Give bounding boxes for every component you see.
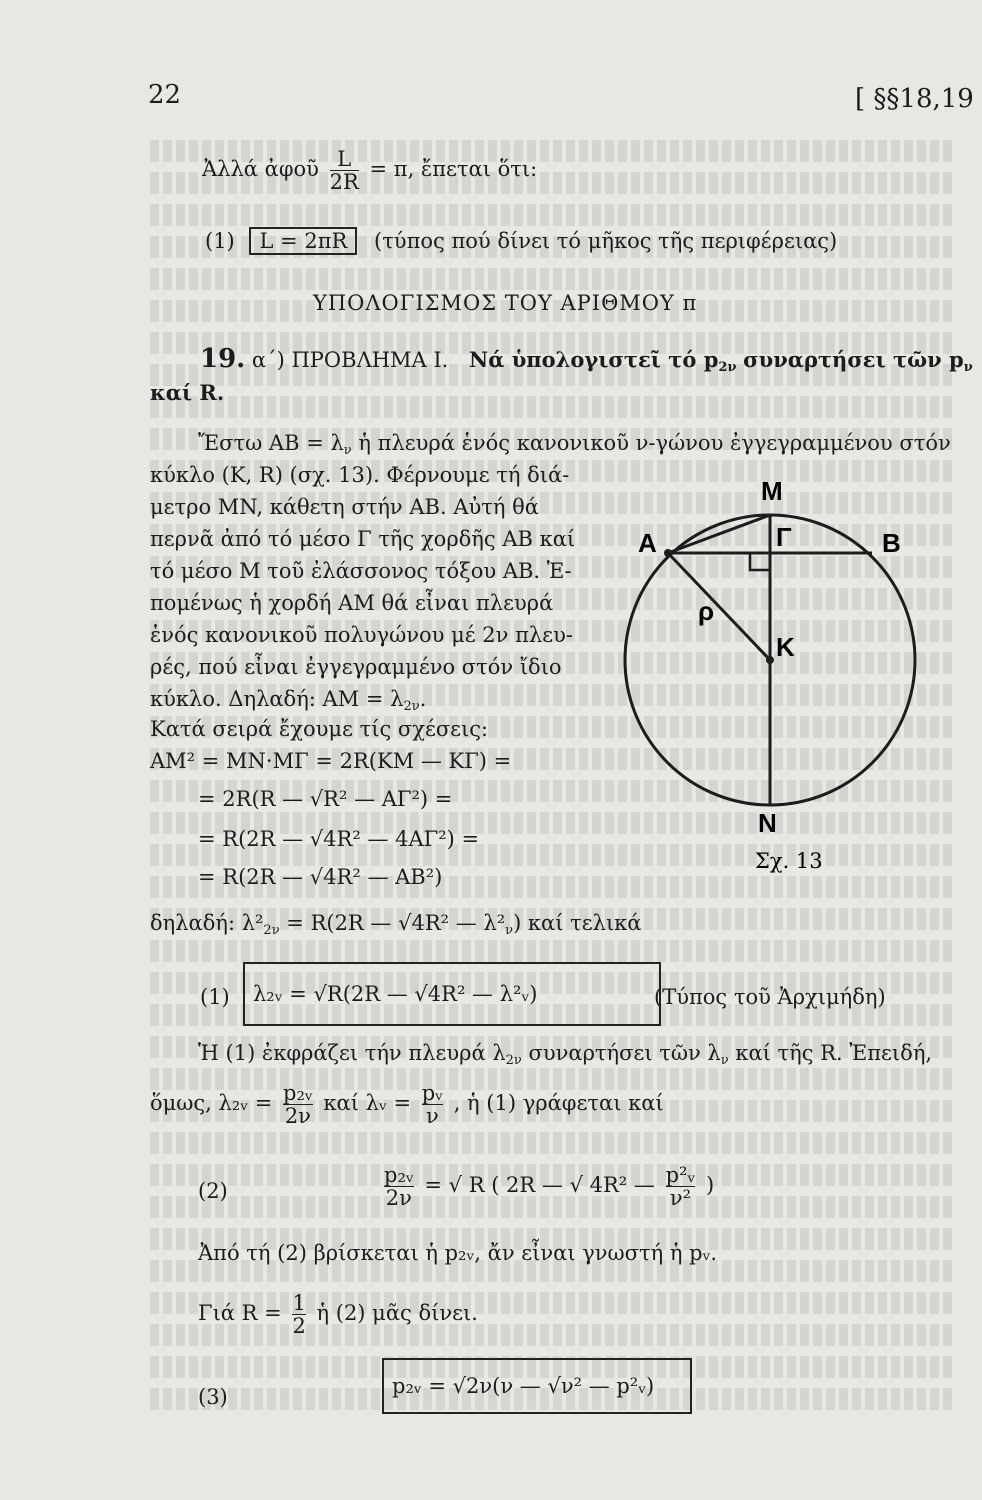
frac-den: 2 <box>292 1314 306 1338</box>
eq2-label: (2) <box>198 1179 228 1203</box>
subscript: 2ν <box>263 923 280 938</box>
text: Νά ὑπολογιστεῖ τό p <box>469 347 719 372</box>
fraction <box>666 1164 696 1209</box>
label-a: A <box>638 528 657 558</box>
text: Ἀλλά ἀφοῦ <box>202 157 319 181</box>
math-line: = R(2R — √4R² — 4AΓ²) = <box>198 827 480 851</box>
fraction-L-2R <box>330 148 359 193</box>
subscript: ν <box>505 923 514 938</box>
eq-label: (1) <box>205 229 235 253</box>
label-gamma: Γ <box>776 522 792 552</box>
math-line <box>150 910 642 944</box>
text: ὅμως, λ₂ᵥ = <box>150 1091 273 1115</box>
para-line: ἑνός κανονικοῦ πολυγώνου μέ 2ν πλευ- <box>150 623 573 647</box>
figure-caption: Σχ. 13 <box>755 849 823 873</box>
page-number: 22 <box>148 80 182 110</box>
para-line: τό μέσο M τοῦ ἐλάσσονος τόξου AB. Ἑ- <box>150 559 572 583</box>
equation-1 <box>205 228 837 254</box>
point-k <box>766 656 774 664</box>
section-title: ΥΠΟΛΟΓΙΣΜΟΣ ΤΟΥ ΑΡΙΘΜΟΥ π <box>313 291 698 315</box>
label-rho: ρ <box>698 596 715 626</box>
subscript: 2ν <box>505 1053 522 1068</box>
eq-archimedes-box: λ₂ᵥ = √R(2R — √4R² — λ²ᵥ) <box>243 962 661 1026</box>
para-line: περνᾶ ἀπό τό μέσο Γ τῆς χορδῆς AB καί <box>150 527 576 551</box>
eq3-label: (3) <box>198 1385 228 1409</box>
text: κύκλο. Δηλαδή: AM = λ <box>150 687 404 711</box>
frac-num: pᵥ <box>421 1081 444 1105</box>
subscript: 2ν <box>403 699 420 714</box>
figure-13-circle-diagram <box>600 470 930 890</box>
point-a <box>664 549 672 557</box>
text: ) <box>705 1173 715 1197</box>
fraction <box>384 1164 414 1209</box>
eq-archimedes-note: (Τύπος τοῦ Ἀρχιμήδη) <box>654 985 886 1009</box>
text: = π, ἔπεται ὅτι: <box>369 157 538 181</box>
para-line <box>150 1082 664 1127</box>
subscript: ν <box>963 360 973 375</box>
frac-num: 1 <box>292 1291 306 1315</box>
text: συναρτήσει τῶν p <box>743 347 964 372</box>
para-line: Ἀπό τή (2) βρίσκεται ἡ p₂ᵥ, ἄν εἶναι γνωστή ἡ pᵥ. <box>198 1241 718 1265</box>
label-b: B <box>882 528 901 558</box>
right-angle-mark <box>750 553 770 570</box>
text: Γιά R = <box>198 1301 282 1325</box>
equation-2 <box>380 1164 714 1209</box>
text: καί τῆς R. Ἐπειδή, <box>735 1041 933 1065</box>
fraction <box>283 1082 313 1127</box>
problem-heading-cont: καί R. <box>150 380 225 405</box>
text: = R(2R — √4R² — λ² <box>286 911 506 935</box>
subscript: 2ν <box>718 360 737 375</box>
frac-den: 2R <box>329 170 359 194</box>
frac-num: L <box>330 148 359 171</box>
para-line: κύκλο (K, R) (σχ. 13). Φέρνουμε τή διά- <box>150 463 570 487</box>
subscript: ν <box>343 443 352 458</box>
text: , ἡ (1) γράφεται καί <box>453 1091 664 1115</box>
math-line: = R(2R — √4R² — AB²) <box>198 865 443 889</box>
problem-heading <box>200 346 973 381</box>
text: ) καί τελικά <box>513 911 642 935</box>
text: Ἡ (1) ἐκφράζει τήν πλευρά λ <box>198 1041 506 1065</box>
label-k: K <box>776 632 795 662</box>
para-line: μετρο MN, κάθετη στήν AB. Αὐτή θά <box>150 495 539 519</box>
para-line: πομένως ἡ χορδή AM θά εἶναι πλευρά <box>150 591 554 615</box>
frac-num: p₂ᵥ <box>283 1081 313 1105</box>
para-line <box>198 1040 932 1074</box>
text: ἡ (2) μᾶς δίνει. <box>316 1301 478 1325</box>
text: δηλαδή: λ² <box>150 911 264 935</box>
problem-number: 19. <box>200 344 246 374</box>
math-line: = 2R(R — √R² — AΓ²) = <box>198 787 453 811</box>
frac-num: p²ᵥ <box>665 1163 696 1187</box>
frac-den: 2ν <box>385 1186 412 1210</box>
para-line <box>198 430 951 464</box>
frac-num: p₂ᵥ <box>384 1163 414 1187</box>
chord-am <box>668 515 770 553</box>
para-line <box>198 1292 478 1337</box>
frac-den: ν² <box>669 1186 692 1210</box>
line-1 <box>202 148 537 193</box>
frac-den: 2ν <box>284 1104 311 1128</box>
fraction <box>422 1082 443 1127</box>
math-line: AM² = MN·MΓ = 2R(KM — KΓ) = <box>150 749 512 773</box>
frac-den: ν <box>425 1104 439 1128</box>
label-n: N <box>758 808 777 838</box>
eq-note: (τύπος πού δίνει τό μῆκος τῆς περιφέρειας) <box>374 229 838 253</box>
problem-title: α΄) ΠΡΟΒΛΗΜΑ Ι. <box>251 348 449 372</box>
label-m: M <box>761 476 783 506</box>
text: = √ R ( 2R — √ 4R² — <box>424 1173 655 1197</box>
para-line: ρές, πού εἶναι ἐγγεγραμμένο στόν ἴδιο <box>150 655 562 679</box>
text: συναρτήσει τῶν λ <box>528 1041 721 1065</box>
para-line: κύκλο. Δηλαδή: AM = $\lambda_{2\nu}$. <box>150 687 427 714</box>
text: Ἔστω AB = λ <box>198 431 344 455</box>
text: καί λᵥ = <box>323 1091 412 1115</box>
text: ἡ πλευρά ἑνός κανονικοῦ ν-γώνου ἐγγεγραμμένου στόν <box>358 431 951 455</box>
para-line: Κατά σειρά ἔχουμε τίς σχέσεις: <box>150 717 489 741</box>
subscript: ν <box>720 1053 729 1068</box>
section-ref: [ §§18,19 <box>855 84 974 114</box>
eq-box: L = 2πR <box>249 227 357 255</box>
eq-archimedes-label: (1) <box>200 985 230 1009</box>
fraction <box>292 1292 305 1337</box>
eq3-box: p₂ᵥ = √2ν(ν — √ν² — p²ᵥ) <box>382 1358 692 1414</box>
